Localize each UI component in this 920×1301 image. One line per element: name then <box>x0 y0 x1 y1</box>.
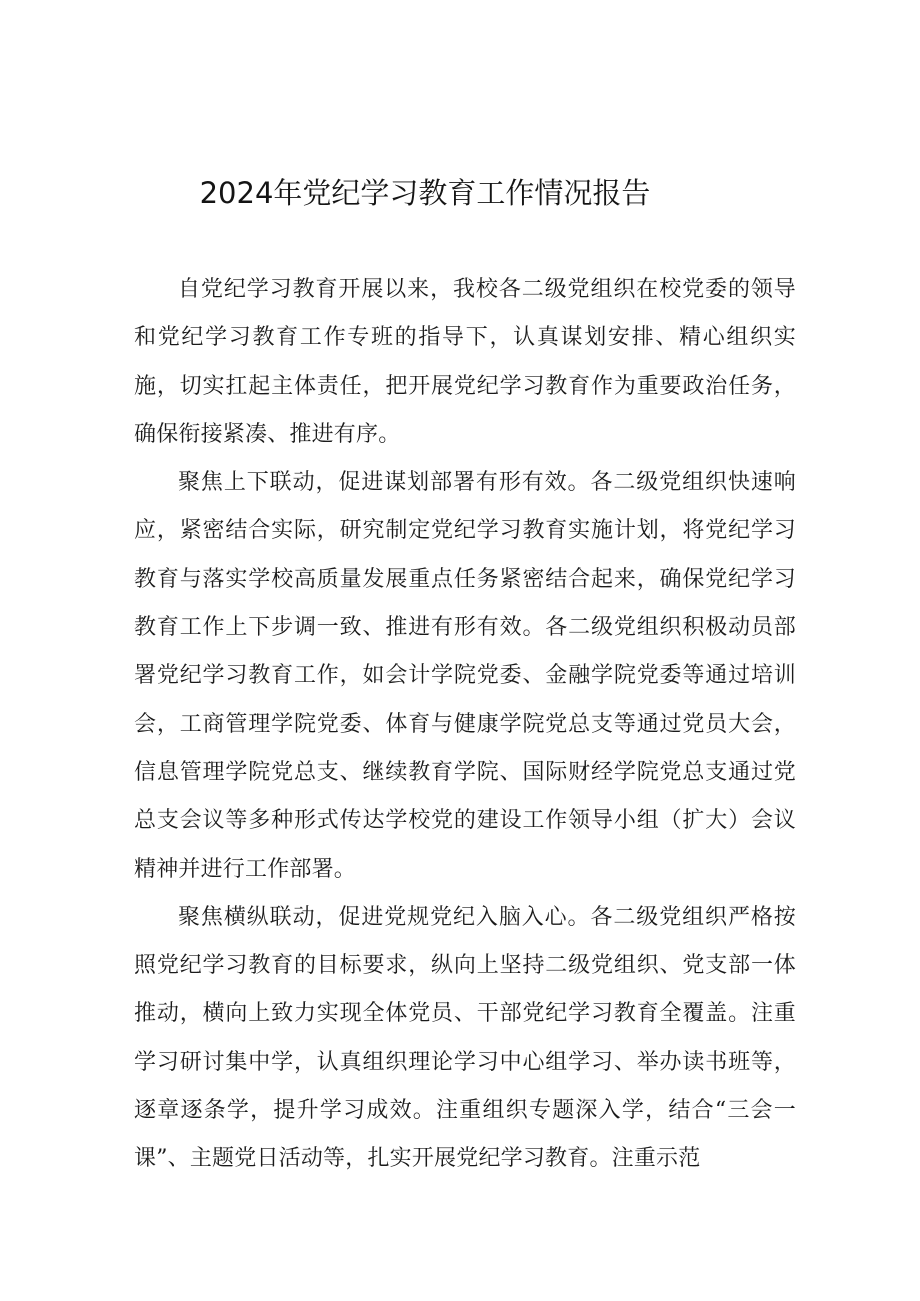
paragraph-horizontal-vertical-linkage: 聚焦横纵联动，促进党规党纪入脑入心。各二级党组织严格按照党纪学习教育的目标要求，纵向上坚持二级党组织、党支部一体推动，横向上致力实现全体党员、干部党纪学习教育全覆盖。注重学习研讨集中学，认真组织理论学习中心组学习、举办读书班等，逐章逐条学，提升学习成效。注重组织专题深入学，结合“三会一课”、主题党日活动等，扎实开展党纪学习教育。注重示范 <box>134 904 796 1172</box>
paragraph-intro: 自党纪学习教育开展以来，我校各二级党组织在校党委的领导和党纪学习教育工作专班的指导下，认真谋划安排、精心组织实施，切实扛起主体责任，把开展党纪学习教育作为重要政治任务，确保衔接紧凑、推进有序。 <box>134 277 796 447</box>
document-body <box>134 266 796 1184</box>
document-title: 2024年党纪学习教育工作情况报告 <box>199 176 651 210</box>
paragraph-up-down-linkage: 聚焦上下联动，促进谋划部署有形有效。各二级党组织快速响应，紧密结合实际，研究制定党纪学习教育实施计划，将党纪学习教育与落实学校高质量发展重点任务紧密结合起来，确保党纪学习教育工作上下步调一致、推进有形有效。各二级党组织积极动员部署党纪学习教育工作，如会计学院党委、金融学院党委等通过培训会，工商管理学院党委、体育与健康学院党总支等通过党员大会，信息管理学院党总支、继续教育学院、国际财经学院党总支通过党总支会议等多种形式传达学校党的建设工作领导小组（扩大）会议精神并进行工作部署。 <box>134 470 796 882</box>
